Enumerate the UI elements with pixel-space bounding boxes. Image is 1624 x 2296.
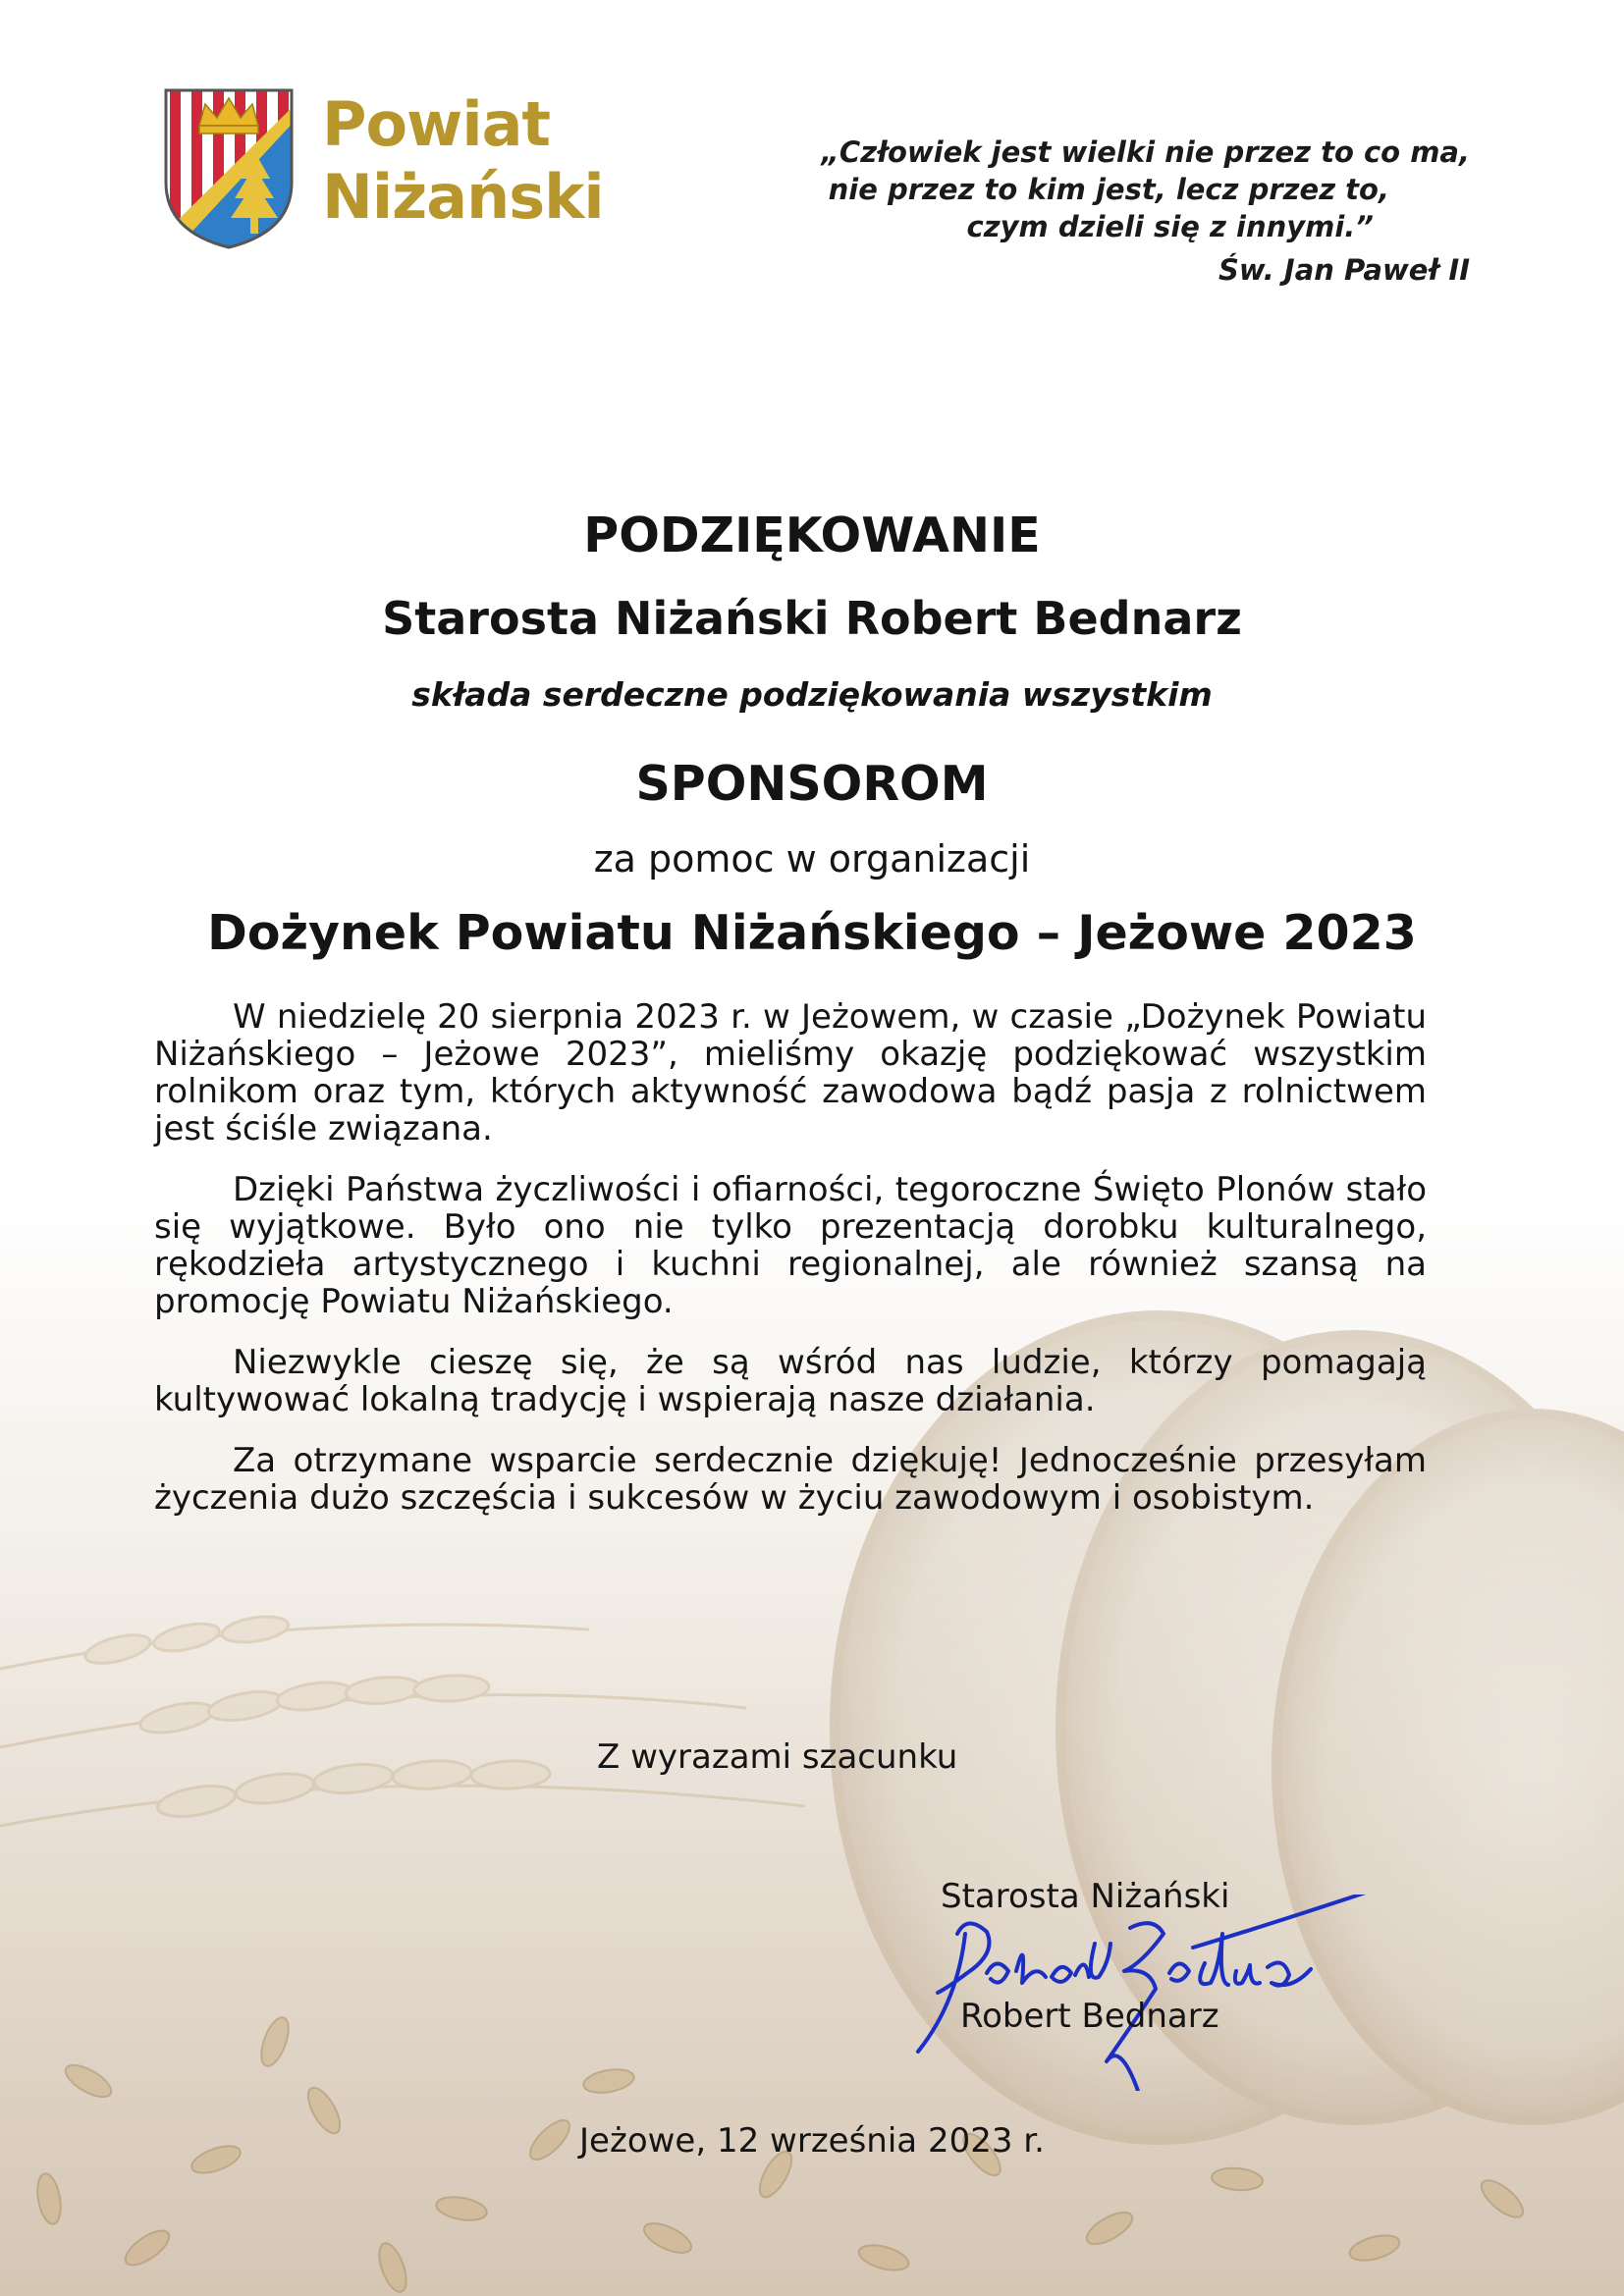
quote-line-2: nie przez to kim jest, lecz przez to, [828,173,1389,206]
occasion-line: za pomoc w organizacji [593,837,1031,881]
coat-of-arms-icon [160,84,298,251]
quote-line-1: „Człowiek jest wielki nie przez to co ma, [821,135,1470,169]
closing-regards: Z wyrazami szacunku [597,1737,958,1777]
logo-text-line1: Powiat [322,88,551,160]
body-paragraph: Za otrzymane wsparcie serdecznie dziękuję! Jednocześnie przesyłam życzenia dużo szczęścia i sukcesów w życiu zawodowym i osobistym. [154,1441,1427,1518]
document-heading: PODZIĘKOWANIE [583,507,1041,563]
letter-body [154,998,1427,1540]
quote [724,133,1470,289]
signatory-title: Starosta Niżański [941,1877,1230,1916]
powiat-logo [160,84,604,251]
recipients-heading: SPONSOROM [635,756,989,812]
intro-line: składa serdeczne podziękowania wszystkim [411,675,1213,714]
logo-text-line2: Niżański [322,161,604,233]
quote-author: Św. Jan Paweł II [1218,253,1470,287]
signatory-name: Robert Bednarz [960,1997,1219,2036]
event-title: Dożynek Powiatu Niżańskiego – Jeżowe 2023 [207,905,1417,961]
body-paragraph: Niezwykle cieszę się, że są wśród nas ludzie, którzy pomagają kultywować lokalną tradycję i wspierają nasze działania. [154,1343,1427,1419]
body-paragraph: Dzięki Państwa życzliwości i ofiarności, tegoroczne Święto Plonów stało się wyjątkowe. Było ono nie tylko prezentacją dorobku kulturalnego, rękodzieła artystycznego i kuchni regionalnej, ale również szansą na promocję Powiatu Niżańskiego. [154,1170,1427,1321]
document-subheading: Starosta Niżański Robert Bednarz [382,592,1242,645]
place-and-date: Jeżowe, 12 września 2023 r. [579,2121,1045,2161]
body-paragraph: W niedzielę 20 sierpnia 2023 r. w Jeżowem, w czasie „Dożynek Powiatu Niżańskiego – Jeżowe 2023”, mieliśmy okazję podziękować wszystkim rolnikom oraz tym, których aktywność zawodowa bądź pasja z rolnictwem jest ściśle związana. [154,997,1427,1148]
handwritten-signature [898,1895,1389,2091]
quote-line-3: czym dzieli się z innymi.” [966,210,1374,243]
